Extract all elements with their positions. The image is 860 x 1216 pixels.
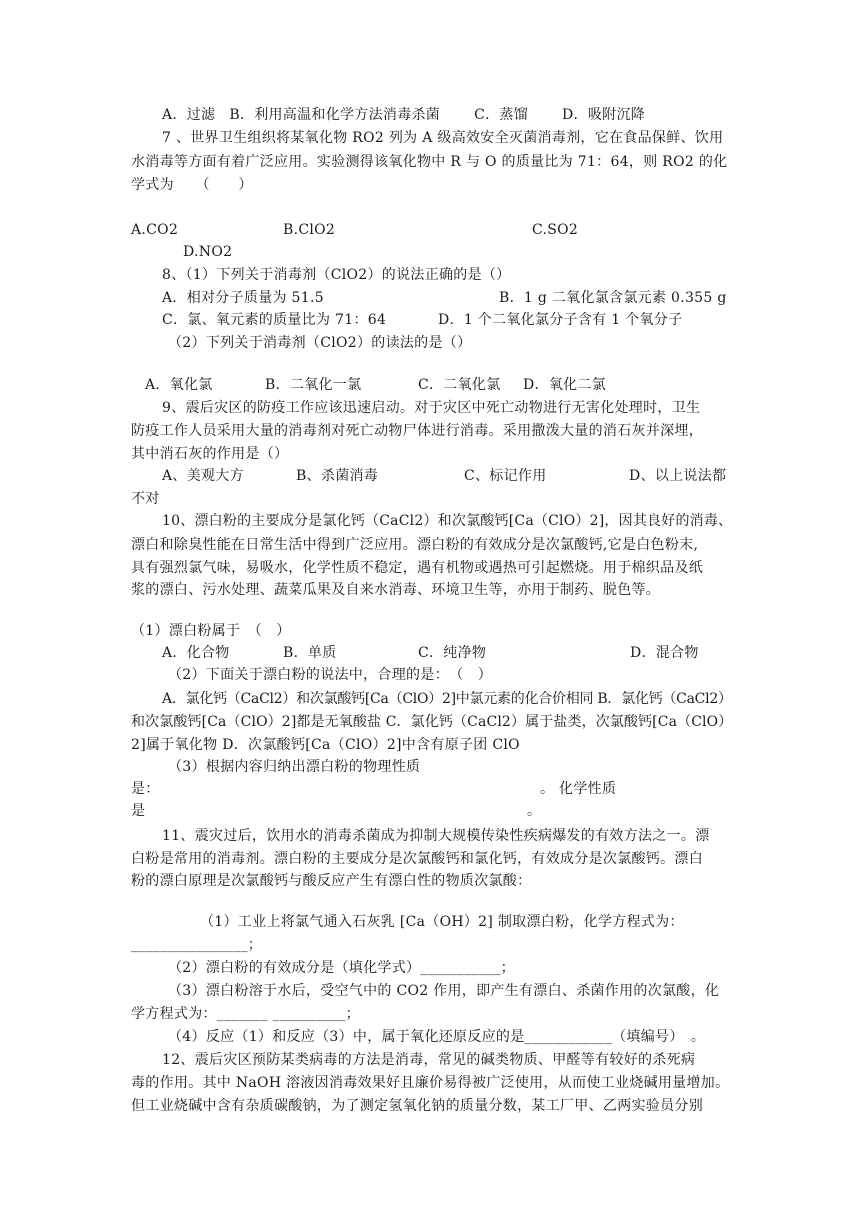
- q7-option-b: B.ClO2: [283, 222, 336, 238]
- q8-part2-option-d: D．氧化二氯: [523, 377, 607, 393]
- q10-part3-physical-label: 是：: [131, 781, 160, 797]
- q9-stem-line-1: 9、震后灾区的防疫工作应该迅速启动。对于灾区中死亡动物进行无害化处理时，卫生: [162, 400, 701, 416]
- q7-stem-line-2: 水消毒等方面有着广泛应用。实验测得该氧化物中 R 与 O 的质量比为 71：64，则 RO2 的化: [131, 154, 728, 170]
- q12-stem-line-3: 但工业烧碱中含有杂质碳酸钠，为了测定氢氧化钠的质量分数，某工厂甲、乙两实验员分别: [131, 1098, 703, 1114]
- q8-part2-option-b: B．二氧化一氯: [265, 377, 362, 393]
- q11-part1-stem: （1）工业上将氯气通入石灰乳 [Ca（OH）2] 制取漂白粉，化学方程式为：: [200, 914, 684, 930]
- q10-part2-options-line-2: 和次氯酸钙[Ca（ClO）2]都是无氧酸盐 C．氯化钙（CaCl2）属于盐类，次氯酸钙[Ca（ClO）: [131, 714, 733, 730]
- q10-part2-options-line-1: A．氯化钙（CaCl2）和次氯酸钙[Ca（ClO）2]中氯元素的化合价相同 B．氯化钙（CaCl2）: [162, 691, 732, 707]
- q10-part3-end-mark: 。: [527, 803, 542, 819]
- q11-part3-line-2: 学方程式为：_______ __________；: [131, 1006, 360, 1022]
- q10-part3-stem: （3）根据内容归纳出漂白粉的物理性质: [168, 759, 421, 775]
- q6-option-b: B．利用高温和化学方法消毒杀菌: [229, 107, 441, 123]
- q7-option-a: A.CO2: [131, 222, 179, 238]
- q8-option-d: D．1 个二氧化氯分子含有 1 个氧分子: [438, 312, 683, 328]
- q6-option-d: D．吸附沉降: [562, 107, 646, 123]
- q11-part1-answer-blank: ________________；: [131, 937, 263, 953]
- q8-part1-stem: 8、（1）下列关于消毒剂（ClO2）的说法正确的是（）: [162, 267, 511, 283]
- q7-option-d: D.NO2: [183, 244, 233, 260]
- q12-stem-line-2: 毒的作用。其中 NaOH 溶液因消毒效果好且廉价易得被广泛使用，从而使工业烧碱用量增加。: [131, 1075, 730, 1091]
- q8-part2-option-a: A．氧化氯: [145, 377, 213, 393]
- q6-option-c: C．蒸馏: [474, 107, 529, 123]
- q10-stem-line-4: 浆的漂白、污水处理、蔬菜瓜果及自来水消毒、环境卫生等，亦用于制药、脱色等。: [131, 582, 661, 598]
- q9-option-d-continued: 不对: [131, 491, 160, 507]
- q10-part2-stem: （2）下面关于漂白粉的说法中，合理的是： （ ）: [168, 667, 493, 683]
- q11-part4-stem: （4）反应（1）和反应（3）中，属于氧化还原反应的是____________（填编号） 。: [168, 1029, 706, 1045]
- q8-part2-stem: （2）下列关于消毒剂（ClO2）的读法的是（）: [168, 335, 472, 351]
- q11-stem-line-3: 粉的漂白原理是次氯酸钙与酸反应产生有漂白性的物质次氯酸：: [131, 873, 532, 889]
- q8-option-b: B．1 g 二氧化氯含氯元素 0.355 g: [499, 290, 727, 306]
- q10-part2-options-line-3: 2]属于氧化物 D．次氯酸钙[Ca（ClO）2]中含有原子团 ClO: [131, 737, 520, 753]
- q8-option-c: C．氯、氧元素的质量比为 71：64: [162, 312, 387, 328]
- q8-part2-option-c: C．二氧化氯: [418, 377, 501, 393]
- q10-part1-option-a: A．化合物: [162, 645, 230, 661]
- q9-option-c: C、标记作用: [464, 468, 547, 484]
- q10-stem-line-2: 漂白和除臭性能在日常生活中得到广泛应用。漂白粉的有效成分是次氯酸钙,它是白色粉末,: [131, 537, 699, 553]
- q11-part3-line-1: （3）漂白粉溶于水后，受空气中的 CO2 作用，即产生有漂白、杀菌作用的次氯酸，化: [168, 983, 720, 999]
- q9-stem-line-3: 其中消石灰的作用是（）: [131, 446, 289, 462]
- q12-stem-line-1: 12、震后灾区预防某类病毒的方法是消毒，常见的碱类物质、甲醛等有较好的杀死病: [162, 1052, 696, 1068]
- q9-option-b: B、杀菌消毒: [296, 468, 379, 484]
- q11-stem-line-1: 11、震灾过后，饮用水的消毒杀菌成为抑制大规模传染性疾病爆发的有效方法之一。漂: [162, 828, 710, 844]
- q6-options-line: [162, 105, 645, 125]
- q9-option-d: D、以上说法都: [629, 468, 727, 484]
- q10-stem-line-1: 10、漂白粉的主要成分是氯化钙（CaCl2）和次氯酸钙[Ca（ClO）2]，因其良好的消毒、: [162, 513, 733, 529]
- q9-stem-line-2: 防疫工作人员采用大量的消毒剂对死亡动物尸体进行消毒。采用撒泼大量的消石灰并深埋，: [131, 423, 703, 439]
- q10-part3-chemical-blank-label: 是: [131, 803, 146, 819]
- q9-option-a: A、美观大方: [162, 468, 244, 484]
- q10-part1-option-c: C．纯净物: [418, 645, 487, 661]
- q10-part1-option-b: B．单质: [283, 645, 337, 661]
- q10-part1-stem: （1）漂白粉属于 （ ）: [131, 623, 291, 639]
- q7-stem-line-3: 学式为 （ ）: [131, 177, 253, 193]
- q10-stem-line-3: 具有强烈氯气味，易吸水，化学性质不稳定，遇有机物或遇热可引起燃烧。用于棉织品及纸: [131, 560, 703, 576]
- q7-option-c: C.SO2: [532, 222, 579, 238]
- q8-option-a: A．相对分子质量为 51.5: [162, 290, 324, 306]
- q11-stem-line-2: 白粉是常用的消毒剂。漂白粉的主要成分是次氯酸钙和氯化钙，有效成分是次氯酸钙。漂白: [131, 851, 703, 867]
- q7-stem-line-1: 7 、世界卫生组织将某氧化物 RO2 列为 A 级高效安全灭菌消毒剂，它在食品保鲜、饮用: [162, 130, 724, 146]
- q6-option-a: A．过滤: [162, 107, 216, 123]
- q10-part1-option-d: D．混合物: [630, 645, 699, 661]
- q11-part2-stem: （2）漂白粉的有效成分是（填化学式）___________；: [168, 960, 515, 976]
- q10-part3-chemical-label: 。 化学性质: [540, 781, 617, 797]
